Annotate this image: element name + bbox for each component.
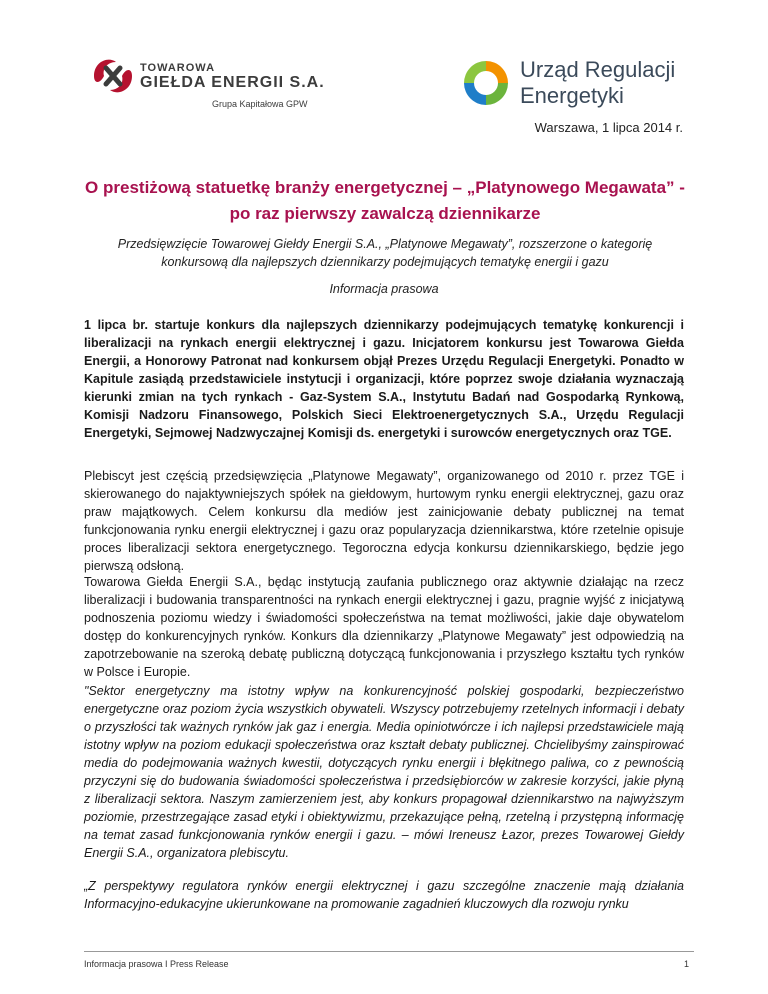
press-release-label: Informacja prasowa — [329, 282, 439, 296]
body-paragraph-3: Towarowa Giełda Energii S.A., będąc instytucją zaufania publicznego oraz aktywnie działając na rzecz liberalizacji i budowania transparentności na rynkach energii elektrycznej i gazu, pragnie wyjść z inicjatywą podnoszenia poziomu wiedzy i świadomości społeczeństwa na temat możliwości, jakie daje obywatelom dostęp do konkurencyjnych rynków. Konkurs dla dziennikarzy „Platynowe Megawaty” jest odpowiedzią na zapotrzebowanie na szeroką debatę publiczną dotyczącą funkcjonowania i przyszłego kształtu tych rynków w Polsce i Europie. — [84, 575, 684, 679]
page-number: 1 — [684, 959, 690, 969]
footer-label: Informacja prasowa I Press Release — [84, 959, 229, 969]
tge-logo-line3: Grupa Kapitałowa GPW — [212, 99, 308, 109]
ure-logo-mark-icon — [458, 55, 514, 111]
footer-divider — [84, 951, 694, 952]
title-line-2: po raz pierwszy zawalczą dziennikarze — [229, 204, 541, 223]
tge-logo-mark-icon — [90, 54, 136, 98]
document-date: Warszawa, 1 lipca 2014 r. — [534, 120, 683, 135]
document-title — [60, 175, 710, 227]
ure-logo-line1: Urząd Regulacji — [520, 57, 676, 82]
document-subtitle: Przedsięwzięcie Towarowej Giełdy Energii S.A., „Platynowe Megawaty”, rozszerzone o kategorię konkursową dla najlepszych dziennikarzy podejmujących tematykę energii i gazu — [117, 237, 653, 269]
tge-logo — [90, 52, 350, 112]
quote-paragraph-2: „Z perspektywy regulatora rynków energii elektrycznej i gazu szczególne znaczenie mają działania Informacyjno-edukacyjne ukierunkowane na promowanie zagadnień kluczowych dla rozwoju rynku — [84, 879, 684, 911]
tge-logo-line2: GIEŁDA ENERGII S.A. — [140, 74, 325, 91]
ure-logo — [458, 55, 688, 115]
body-paragraph-2: Plebiscyt jest częścią przedsięwzięcia „Platynowe Megawaty”, organizowanego od 2010 r. przez TGE i skierowanego do najaktywniejszych spółek na giełdowym, hurtowym rynku energii elektrycznej, gazu oraz praw majątkowych. Celem konkursu dla mediów jest zainicjowanie debaty publicznej na temat funkcjonowania rynku energii elektrycznej i gazu oraz popularyzacja dziennikarstwa, które rzetelnie opisuje proces liberalizacji sektora energetycznego. Tegoroczna edycja konkursu dziennikarskiego, będzie jego pierwszą odsłoną. — [84, 469, 684, 573]
quote-paragraph: "Sektor energetyczny ma istotny wpływ na konkurencyjność polskiej gospodarki, bezpieczeństwo energetyczne oraz poziom życia wszystkich obywateli. Wszyscy potrzebujemy rzetelnych informacji i debaty o przyszłości tak ważnych rynków jak gaz i energia. Media opiniotwórcze i ich najlepsi przedstawiciele mają istotny wpływ na poziom edukacji społeczeństwa oraz kształt debaty publicznej. Chcielibyśmy zainspirować media do podejmowania ważnych kwestii, dotyczących rynku energii i błękitnego paliwa, co z pewnością przyczyni się do budowania świadomości społeczeństwa i przedsiębiorców w zakresie korzyści, jakie płyną z liberalizacji sektora. Naszym zamierzeniem jest, aby konkurs propagował dziennikarstwo na najwyższym poziomie, przestrzegające zasad etyki i obiektywizmu, przekazujące pełną, rzetelną i przystępną informację na temat zasad funkcjonowania rynków energii i gazu. – mówi Ireneusz Łazor, prezes Towarowej Giełdy Energii S.A., organizatora plebiscytu. — [84, 684, 684, 860]
tge-logo-line1: TOWAROWA — [140, 62, 216, 74]
lead-paragraph: 1 lipca br. startuje konkurs dla najlepszych dziennikarzy podejmujących tematykę konkurencji i liberalizacji na rynkach energii elektrycznej i gazu. Inicjatorem konkursu jest Towarowa Giełda Energii, a Honorowy Patronat nad konkursem objął Prezes Urzędu Regulacji Energetyki. Ponadto w Kapitule zasiądą przedstawiciele instytucji i organizacji, które poprzez swoje działania wyznaczają kierunki zmian na tych rynkach - Gaz-System S.A., Instytutu Badań nad Gospodarką Rynkową, Komisji Nadzoru Finansowego, Polskich Sieci Elektroenergetycznych S.A., Urzędu Regulacji Energetyki, Sejmowej Nadzwyczajnej Komisji ds. energetyki i surowców energetycznych oraz TGE. — [84, 318, 684, 440]
ure-logo-line2: Energetyki — [520, 83, 624, 108]
title-line-1: O prestiżową statuetkę branży energetycznej – „Platynowego Megawata” - — [85, 178, 685, 197]
